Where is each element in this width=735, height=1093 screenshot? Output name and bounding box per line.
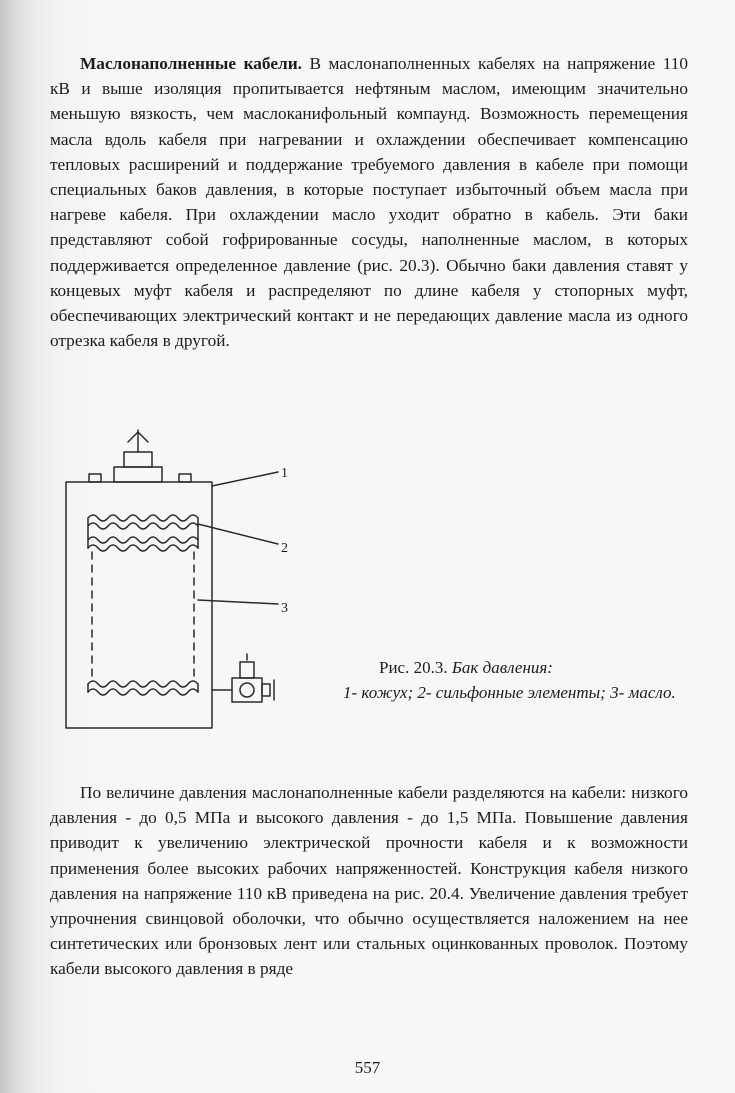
paragraph-body: По величине давления маслонаполненные кабели разделяются на кабели: низкого давления - до 0,5 МПа и высокого давления - до 1,5 МПа. Повышение давления приводит к увеличению электрической прочности кабеля и к возможности применения более высоких рабочих напряженностей. Конструкция кабеля низкого давления на напряжение 110 кВ приведена на рис. 20.4. Увеличение давления требует упрочнения свинцовой оболочки, что обычно осуществляется наложением на нее синтетических или бронзовых лент или стальных оцинкованных проволок. Поэтому кабели высокого давления в ряде <box>50 783 688 979</box>
page-number: 557 <box>354 1058 381 1077</box>
caption-legend: 1- кожух; 2- сильфонные элементы; 3- масло. <box>343 683 676 702</box>
top-valve <box>114 467 162 482</box>
caption-title: Рис. 20.3. <box>379 658 448 677</box>
bellows-element-bottom <box>88 681 198 695</box>
pressure-tank-figure <box>52 422 314 734</box>
paragraph-lead: Маслонаполненные кабели. <box>80 54 302 73</box>
caption-name: Бак давления: <box>451 658 553 677</box>
figure-label-1: 1 <box>281 466 288 481</box>
paragraph-pressure-types <box>50 780 688 982</box>
bellows-element-top <box>88 515 198 551</box>
figure-caption <box>343 655 703 705</box>
paragraph-oil-filled-cables <box>50 51 688 353</box>
paragraph-body: В маслонаполненных кабелях на напряжение 110 кВ и выше изоляция пропитывается нефтяным маслом, имеющим значительно меньшую вязкость, чем маслоканифольный компаунд. Возможность перемещения масла вдоль кабеля при нагревании и охлаждении обеспечивает компенсацию тепловых расширений и поддержание требуемого давления в кабеле при помощи специальных баков давления, в которые поступает избыточный объем масла при нагреве кабеля. При охлаждении масло уходит обратно в кабель. Эти баки представляют собой гофрированные сосуды, наполненные маслом, в которых поддерживается определенное давление (рис. 20.3). Обычно баки давления ставят у концевых муфт кабеля и распределяют по длине кабеля у стопорных муфт, обеспечивающих электрический контакт и не передающих давление масла из одного отрезка кабеля в другой. <box>50 54 688 351</box>
side-valve <box>212 654 274 702</box>
figure-label-2: 2 <box>281 541 288 556</box>
figure-label-3: 3 <box>281 601 288 616</box>
